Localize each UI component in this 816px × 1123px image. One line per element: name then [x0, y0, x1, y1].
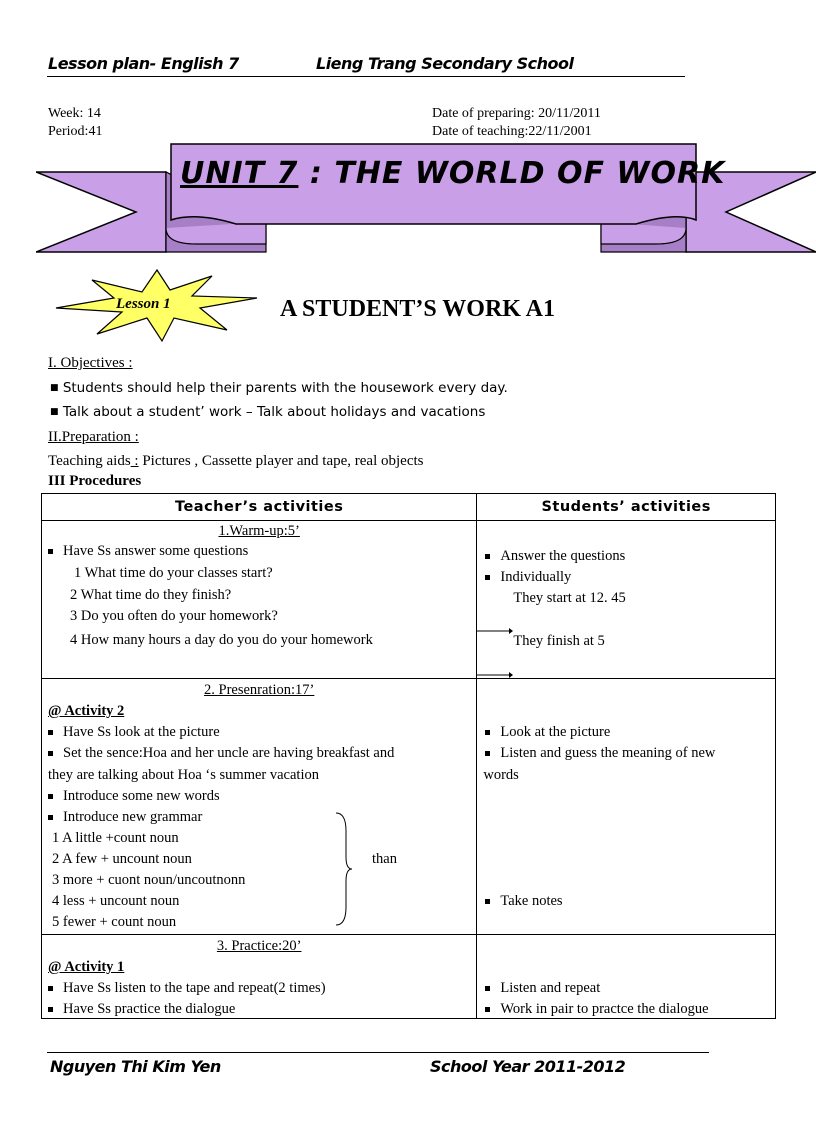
warmup-teacher-cell: [42, 521, 477, 679]
grammar-item: 1 A little +count noun: [52, 830, 179, 846]
unit-title: THE WORLD OF WORK: [334, 156, 726, 191]
footer-right: School Year 2011-2012: [430, 1057, 626, 1076]
list-item: Set the sence:Hoa and her uncle are having breakfast and: [48, 745, 394, 762]
presentation-title: 2. Presenration:17’: [204, 682, 315, 698]
teacher-column-header: Teacher’s activities: [42, 494, 477, 521]
bullet-icon: [48, 730, 53, 735]
list-item: Introduce new grammar: [48, 809, 202, 826]
presentation-teacher-cell: [42, 679, 477, 935]
bullet-icon: [48, 751, 53, 756]
list-item: Listen and guess the meaning of new: [485, 745, 715, 762]
bullet-icon: [485, 575, 490, 580]
date-preparing: Date of preparing: 20/11/2011: [432, 106, 601, 121]
procedures-table: [41, 493, 776, 1019]
procedures-heading: III Procedures: [48, 473, 142, 489]
question-2: 2 What time do they finish?: [70, 587, 232, 603]
practice-teacher-cell: [42, 935, 477, 1019]
than-label: than: [372, 851, 397, 867]
week-label: Week: 14: [48, 106, 101, 121]
bullet-icon: ■: [50, 383, 59, 393]
date-teaching: Date of teaching:22/11/2001: [432, 124, 592, 139]
brace-icon: [334, 811, 354, 927]
list-item-continued: words: [483, 767, 519, 783]
bullet-icon: ■: [50, 407, 59, 417]
preparation-heading: II.Preparation :: [48, 429, 139, 445]
list-item: Take notes: [485, 893, 562, 910]
footer-rule: [47, 1052, 709, 1053]
grammar-item: 2 A few + uncount noun: [52, 851, 192, 867]
bullet-icon: [48, 549, 53, 554]
question-1: 1 What time do your classes start?: [74, 565, 273, 581]
activity-label: @ Activity 1: [48, 959, 125, 975]
bullet-icon: [48, 794, 53, 799]
banner-separator: :: [298, 156, 335, 191]
list-item: Individually: [485, 569, 571, 586]
list-item: Have Ss practice the dialogue: [48, 1001, 235, 1018]
bullet-icon: [485, 751, 490, 756]
bullet-icon: [485, 899, 490, 904]
bullet-icon: [485, 986, 490, 991]
practice-students-cell: [477, 935, 776, 1019]
warmup-title: 1.Warm-up:5’: [218, 523, 300, 539]
activity-label: @ Activity 2: [48, 703, 125, 719]
bullet-icon: [485, 730, 490, 735]
warmup-students-cell: [477, 521, 776, 679]
question-4: 4 How many hours a day do you do your homework: [70, 632, 373, 648]
header-left: Lesson plan- English 7: [48, 54, 239, 73]
list-item: Work in pair to practce the dialogue: [485, 1001, 708, 1018]
list-item: Listen and repeat: [485, 980, 600, 997]
banner-title: [180, 156, 725, 191]
grammar-item: 4 less + uncount noun: [52, 893, 180, 909]
list-item: Have Ss answer some questions: [48, 543, 248, 560]
header-rule: [47, 76, 685, 77]
bullet-icon: [485, 1007, 490, 1012]
answer-1: They start at 12. 45: [513, 590, 626, 606]
list-item: Answer the questions: [485, 548, 625, 565]
bullet-icon: [48, 986, 53, 991]
arrow-icon: [477, 664, 513, 678]
list-item: Introduce some new words: [48, 788, 220, 805]
unit-number: UNIT 7: [180, 156, 299, 191]
bullet-icon: [48, 815, 53, 820]
objectives-heading: I. Objectives :: [48, 355, 133, 371]
bullet-icon: [48, 1007, 53, 1012]
teaching-aids: Teaching aids : Pictures , Cassette player and tape, real objects: [48, 453, 424, 469]
answer-2: They finish at 5: [513, 633, 605, 649]
students-column-header: Students’ activities: [477, 494, 776, 521]
footer-left: Nguyen Thi Kim Yen: [50, 1057, 221, 1076]
lesson-title: A STUDENT’S WORK A1: [280, 296, 555, 322]
presentation-students-cell: [477, 679, 776, 935]
list-item: Have Ss listen to the tape and repeat(2 times): [48, 980, 326, 997]
header-right: Lieng Trang Secondary School: [316, 54, 574, 73]
practice-title: 3. Practice:20’: [216, 938, 302, 954]
list-item: Have Ss look at the picture: [48, 724, 220, 741]
objective-item: ■ Talk about a student’ work – Talk about holidays and vacations: [50, 404, 486, 420]
lesson-badge-label: Lesson 1: [116, 296, 171, 312]
arrow-icon: [477, 620, 513, 634]
list-item-continued: they are talking about Hoa ‘s summer vacation: [48, 767, 319, 783]
objective-item: ■ Students should help their parents with the housework every day.: [50, 380, 508, 396]
list-item: Look at the picture: [485, 724, 610, 741]
question-3: 3 Do you often do your homework?: [70, 608, 278, 624]
bullet-icon: [485, 554, 490, 559]
grammar-item: 5 fewer + count noun: [52, 914, 177, 930]
period-label: Period:41: [48, 124, 103, 139]
grammar-item: 3 more + cuont noun/uncoutnonn: [52, 872, 246, 888]
